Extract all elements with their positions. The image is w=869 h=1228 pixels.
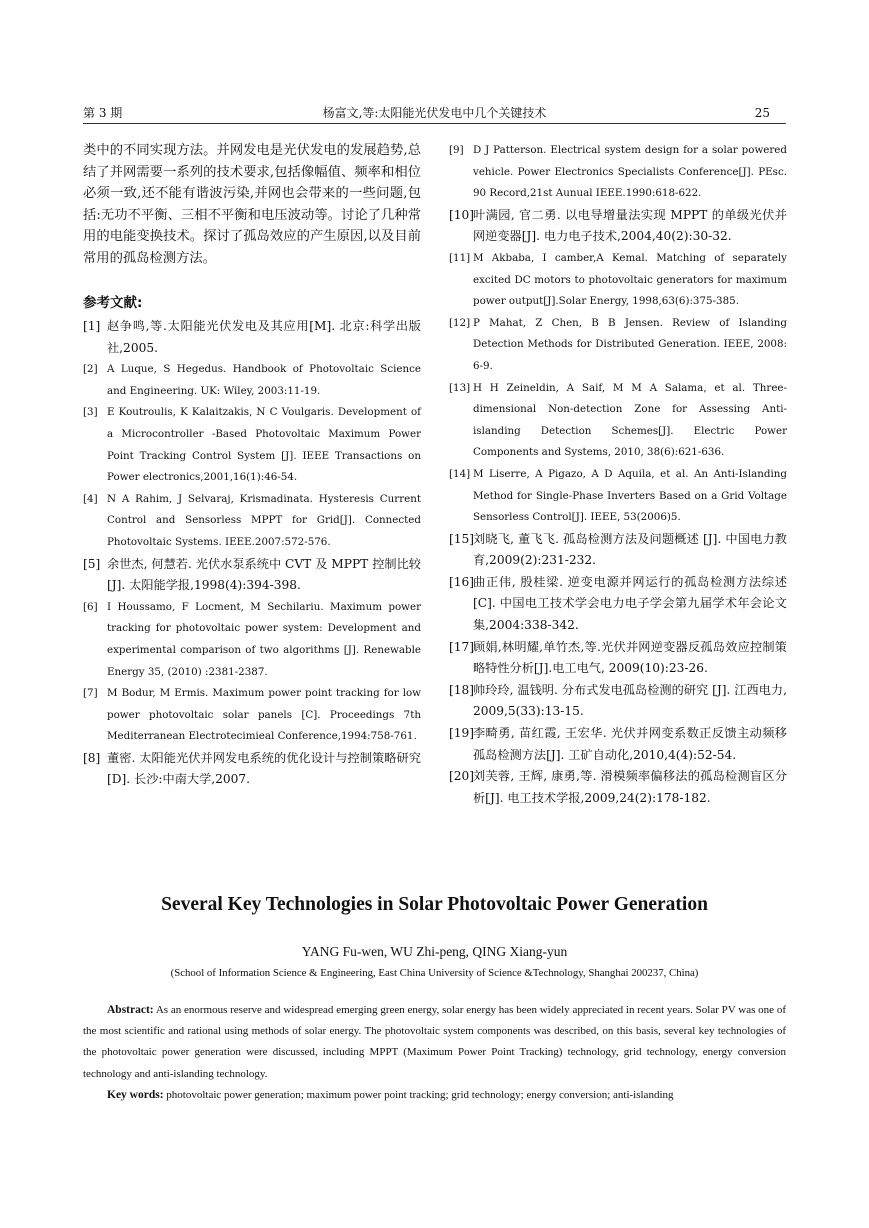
right-column <box>449 140 787 809</box>
english-authors: YANG Fu-wen, WU Zhi-peng, QING Xiang-yun <box>301 944 568 959</box>
reference-item: [6] I Houssamo, F Locment, M Sechilariu. Maximum power tracking for photovoltaic power system: Development and experimental comparison of two algorithms [J]. Renewable Energy 35, (2010) :2381-2387. <box>83 600 421 678</box>
reference-item: [2] A Luque, S Hegedus. Handbook of Photovoltaic Science and Engineering. UK: Wiley, 2003:11-19. <box>83 363 421 397</box>
references-heading: 参考文献: <box>83 295 143 311</box>
reference-item: [14] M Liserre, A Pigazo, A D Aquila, et al. An Anti-Islanding Method for Single-Phase Inverters Based on a Grid Voltage Sensorless Control[J]. IEEE, 53(2006)5. <box>449 467 787 524</box>
issue-number: 第 3 期 <box>83 106 123 120</box>
page-header <box>83 104 786 122</box>
reference-item: [9] D J Patterson. Electrical system design for a solar powered vehicle. Power Electronics Specialists Conference[J]. PEsc. 90 Record,21st Aunual IEEE.1990:618-622. <box>449 144 787 200</box>
keywords-text: photovoltaic power generation; maximum power point tracking; grid technology; energy conversion; anti-islanding <box>166 1088 674 1101</box>
english-title: Several Key Technologies in Solar Photovoltaic Power Generation <box>161 894 708 915</box>
reference-item: [11] M Akbaba, I camber,A Kemal. Matching of separately excited DC motors to photovoltaic generators for maximum power output[J].Solar Energy, 1998,63(6):375-385. <box>449 251 787 308</box>
page-number: 25 <box>754 106 770 120</box>
reference-item: [7] M Bodur, M Ermis. Maximum power point tracking for low power photovoltaic solar panels [C]. Proceedings 7th Mediterranean Electrotecimieal Conference,1994:758-761. <box>83 687 421 743</box>
references-list-right <box>449 140 787 809</box>
reference-item: [13] H H Zeineldin, A Saif, M M A Salama, et al. Three-dimensional Non-detection Zone for Assessing Anti-islanding Detection Schemes[J]. Electric Power Components and Systems, 2010, 38(6):621-636. <box>449 381 787 459</box>
reference-item: [1] 赵争鸣,等.太阳能光伏发电及其应用[M]. 北京:科学出版社,2005. <box>83 319 421 355</box>
keywords-label: Key words: <box>107 1088 164 1101</box>
reference-item: [15] 刘晓飞, 董飞飞. 孤岛检测方法及问题概述 [J]. 中国电力教育,2009(2):231-232. <box>449 531 787 568</box>
english-affiliation: (School of Information Science & Engineering, East China University of Science &Technology, Shanghai 200237, China) <box>170 967 699 979</box>
reference-item: [3] E Koutroulis, K Kalaitzakis, N C Voulgaris. Development of a Microcontroller -Based Photovoltaic Maximum Power Point Tracking Control System [J]. IEEE Transactions on Power electronics,2001,16(1):46-54. <box>83 406 421 484</box>
left-column <box>83 140 421 791</box>
conclusion-paragraph: 类中的不同实现方法。并网发电是光伏发电的发展趋势,总结了并网需要一系列的技术要求,包括像幅值、频率和相位必须一致,还不能有谐波污染,并网也会带来的一些问题,包括:无功不平衡、三相不平衡和电压波动等。讨论了几种常用的电能变换技术。探讨了孤岛效应的产生原因,以及目前常用的孤岛检测方法。 <box>83 143 421 266</box>
english-keywords <box>83 1085 786 1105</box>
running-title: 杨富文,等:太阳能光伏发电中几个关键技术 <box>322 106 547 120</box>
english-abstract <box>83 1000 786 1085</box>
references-list-left <box>83 316 421 791</box>
english-abstract-section <box>83 893 786 1105</box>
reference-item: [4] N A Rahim, J Selvaraj, Krismadinata. Hysteresis Current Control and Sensorless MPPT for Grid[J]. Connected Photovoltaic Systems. IEEE.2007:572-576. <box>83 492 421 548</box>
reference-item: [17] 顾娟,林明耀,单竹杰,等.光伏并网逆变器反孤岛效应控制策略特性分析[J].电工电气, 2009(10):23-26. <box>449 639 787 676</box>
header-rule <box>83 123 786 124</box>
reference-item: [16] 曲正伟, 殷桂梁. 逆变电源并网运行的孤岛检测方法综述 [C]. 中国电工技术学会电力电子学会第九届学术年会论文集,2004:338-342. <box>449 574 787 633</box>
reference-item: [20] 刘芙蓉, 王辉, 康勇,等. 滑模频率偏移法的孤岛检测盲区分析[J]. 电工技术学报,2009,24(2):178-182. <box>449 769 787 805</box>
reference-item: [18] 帅玲玲, 温钱明. 分布式发电孤岛检测的研究 [J]. 江西电力, 2009,5(33):13-15. <box>449 682 787 719</box>
reference-item: [19] 李畸勇, 苗红霞, 王宏华. 光伏并网变系数正反馈主动频移孤岛检测方法[J]. 工矿自动化,2010,4(4):52-54. <box>449 726 787 762</box>
abstract-label: Abstract: <box>107 1004 154 1016</box>
reference-item: [8] 董密. 太阳能光伏并网发电系统的优化设计与控制策略研究[D]. 长沙:中南大学,2007. <box>83 750 421 787</box>
reference-item: [10] 叶满园, 官二勇. 以电导增量法实现 MPPT 的单级光伏并网逆变器[J]. 电力电子技术,2004,40(2):30-32. <box>449 207 787 244</box>
reference-item: [12] P Mahat, Z Chen, B B Jensen. Review of Islanding Detection Methods for Distributed Generation. IEEE, 2008: 6-9. <box>449 316 787 372</box>
abstract-text: As an enormous reserve and widespread emerging green energy, solar energy has been widely appreciated in recent years. Solar PV was one of the most scientific and rational using methods of solar energy. The photovoltaic system components was described, on this basis, several key technologies of the photovoltaic power generation were discussed, including MPPT (Maximum Power Point Tracking) technology, grid technology, energy conversion technology and anti-islanding technology. <box>83 1004 786 1080</box>
reference-item: [5] 余世杰, 何慧若. 光伏水泵系统中 CVT 及 MPPT 控制比较[J]. 太阳能学报,1998(4):394-398. <box>83 556 421 593</box>
